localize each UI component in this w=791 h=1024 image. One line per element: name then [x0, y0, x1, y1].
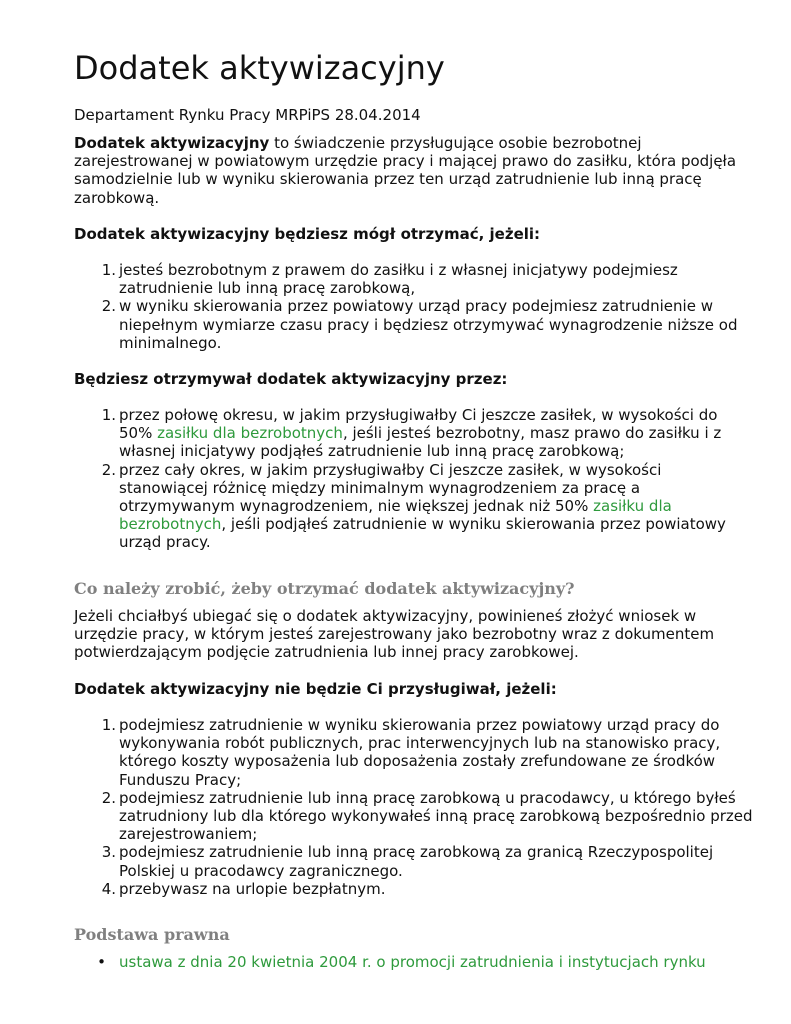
list-item [74, 953, 754, 971]
list-number: 4. [101, 879, 116, 898]
list-item: 1. podejmiesz zatrudnienie w wyniku skierowania przez powiatowy urząd pracy do wykonywania robót publicznych, prac interwencyjnych lub na stanowisko pracy, którego koszty wyposażenia lub doposażenia zostały zrefundowane ze środków Funduszu Pracy; [74, 716, 754, 789]
list-number: 1. [101, 406, 116, 424]
how-to-apply-paragraph: Jeżeli chciałbyś ubiegać się o dodatek aktywizacyjny, powinieneś złożyć wniosek w urzędzie pracy, w którym jesteś zarejestrowany jako bezrobotny wraz z dokumentem potwierdzającym podjęcie zatrudnienia lub innej pracy zarobkowej. [74, 607, 715, 662]
section-heading-eligibility: Dodatek aktywizacyjny będziesz mógł otrzymać, jeżeli: [74, 225, 541, 243]
list-number: 1. [101, 261, 116, 279]
list-item: 2. w wyniku skierowania przez powiatowy urząd pracy podejmiesz zatrudnienie w niepełnym wymiarze czasu pracy i będziesz otrzymywać wynagrodzenie niższe od minimalnego. [74, 297, 754, 352]
department-date: Departament Rynku Pracy MRPiPS 28.04.2014 [74, 106, 421, 124]
list-item: 1. jesteś bezrobotnym z prawem do zasiłku i z własnej inicjatywy podejmiesz zatrudnienie lub inną pracę zarobkową, [74, 261, 754, 297]
list-item: 2. podejmiesz zatrudnienie lub inną pracę zarobkową u pracodawcy, u którego byłeś zatrudniony lub dla którego wykonywałeś inną pracę zarobkową bezpośrednio przed zarejestrowaniem; [74, 789, 754, 844]
list-number: 2. [101, 460, 116, 479]
exclusions-list [74, 716, 754, 898]
list-number: 2. [101, 788, 116, 807]
section-heading-exclusions: Dodatek aktywizacyjny nie będzie Ci przysługiwał, jeżeli: [74, 680, 557, 698]
list-number: 2. [101, 297, 116, 316]
intro-paragraph [74, 134, 754, 207]
list-item: 2. przez cały okres, w jakim przysługiwałby Ci jeszcze zasiłek, w wysokości stanowiącej różnicę między minimalnym wynagrodzeniem za pracę a otrzymywanym wynagrodzeniem, nie większej jednak niż 50% zasiłku dla bezrobotnych, jeśli podjąłeś zatrudnienie w wyniku skierowania przez powiatowy urząd pracy. [74, 461, 754, 552]
intro-term: Dodatek aktywizacyjny [74, 134, 270, 152]
legal-act-link[interactable]: ustawa z dnia 20 kwietnia 2004 r. o promocji zatrudnienia i instytucjach rynku [119, 953, 706, 971]
unemployment-benefit-link[interactable]: zasiłku dla bezrobotnych [119, 497, 672, 534]
section-heading-duration: Będziesz otrzymywał dodatek aktywizacyjny przez: [74, 370, 508, 388]
section-heading-legal-basis: Podstawa prawna [74, 925, 230, 944]
list-item: 4. przebywasz na urlopie bezpłatnym. [74, 880, 754, 898]
list-item: 3. podejmiesz zatrudnienie lub inną pracę zarobkową za granicą Rzeczypospolitej Polskiej u pracodawcy zagranicznego. [74, 843, 754, 879]
section-heading-how-to-apply: Co należy zrobić, żeby otrzymać dodatek aktywizacyjny? [74, 579, 575, 598]
unemployment-benefit-link[interactable]: zasiłku dla bezrobotnych [157, 424, 343, 443]
intro-text: to świadczenie przysługujące osobie bezrobotnej zarejestrowanej w powiatowym urzędzie pracy i mającej prawo do zasiłku, która podjęła samodzielnie lub w wyniku skierowania przez ten urząd zatrudnienie lub inną pracę zarobkową. [74, 134, 737, 207]
list-number: 1. [101, 716, 116, 734]
duration-list [74, 406, 754, 552]
bullet-icon: • [97, 953, 106, 971]
list-number: 3. [101, 843, 116, 862]
eligibility-list [74, 261, 754, 352]
page-title: Dodatek aktywizacyjny [74, 49, 445, 87]
legal-basis-list [74, 953, 754, 971]
list-item: 1. przez połowę okresu, w jakim przysługiwałby Ci jeszcze zasiłek, w wysokości do 50% zasiłku dla bezrobotnych, jeśli jesteś bezrobotny, masz prawo do zasiłku i z własnej inicjatywy podjąłeś zatrudnienie lub inną pracę zarobkową; [74, 406, 754, 461]
